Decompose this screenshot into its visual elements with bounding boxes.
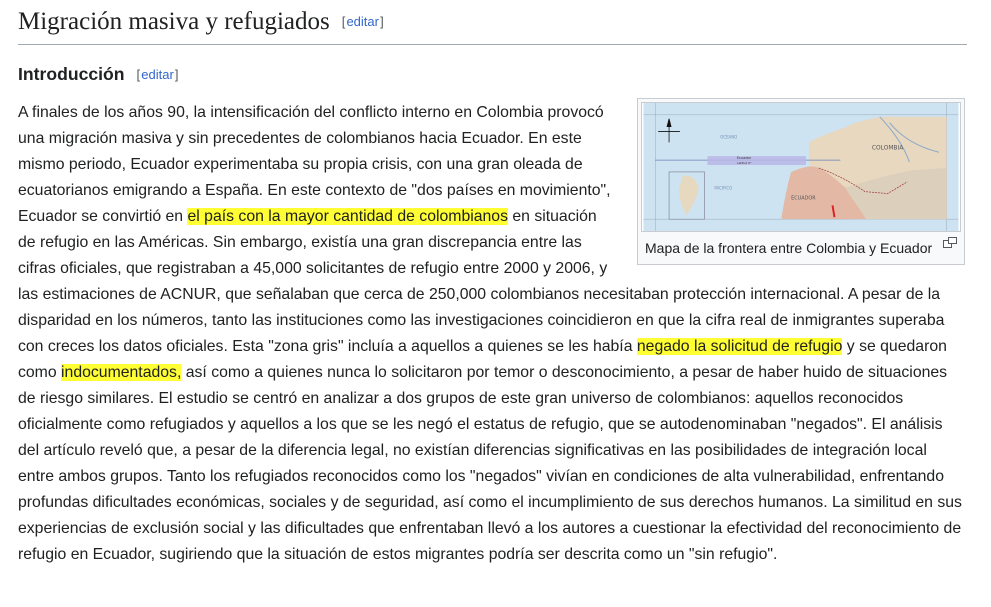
subsection-edit-link[interactable]: editar [141,67,174,82]
highlight-denied-refuge: negado la solicitud de refugio [636,338,843,355]
magnify-clip-icon[interactable] [943,237,957,249]
section-edit-link-wrapper [342,14,384,29]
section-title-text: Migración masiva y refugiados [18,8,330,35]
section-heading-row [18,6,967,45]
map-label-colombia: COLOMBIA [871,145,904,152]
caption-text: Mapa de la frontera entre Colombia y Ecuador [645,240,933,256]
figure-caption [641,232,961,258]
highlight-undocumented: indocumentados, [61,364,182,381]
paragraph-text-4: así como a quienes nunca lo solicitaron por temor o desconocimiento, a pesar de haber huido de situaciones de riesgo similares. El estudio se centró en analizar a dos grupos de este gran universo de colombianos: aquellos reconocidos oficialmente como refugiados y aquellos a los que se les negó el estatus de refugio, que se autodenominaban "negados". El análisis del artículo reveló que, a pesar de la diferencia legal, no existían diferencias significativas en las posibilidades de integración local entre ambos grupos. Tanto los refugiados reconocidos como los "negados" vivían en condiciones de alta vulnerabilidad, enfrentando profundas dificultades económicas, sociales y de seguridad, así como el incumplimiento de sus derechos humanos. La similitud en sus experiencias de exclusión social y las dificultades que enfrentaban llevó a los autores a cuestionar la efectividad del reconocimiento de refugio en Ecuador, sugiriendo que la situación de estos migrantes podría ser descrita como un "sin refugio". [18,364,962,563]
edit-bracket-close: ] [174,67,179,82]
subsection-heading-row [18,60,967,90]
paragraph-text-2: en situación de refugio en las Américas. Sin embargo, existía una gran discrepancia entre las cifras oficiales, que registraban a 45,000 solicitantes de refugio entre 2000 y 2006, y las estimaciones de ACNUR, que señalaban que cerca de 250,000 colombianos necesitaban protección internacional. A pesar de la disparidad en los números, tanto las instituciones como las investigaciones coincidieron en que la cifra real de inmigrantes superaba con creces los datos oficiales. Esta "zona gris" incluía a aquellos a quienes se les había [18,208,945,355]
edit-bracket-open: [ [136,67,141,82]
edit-bracket-open: [ [341,14,346,29]
highlight-most-colombians: el país con la mayor cantidad de colombianos [187,208,508,225]
paragraph-text-3: y se quedaron como [18,338,947,381]
article-content [18,0,967,568]
map-label-ecuador: ECUADOR [791,195,816,202]
map-image[interactable] [641,102,961,232]
subsection-title: Introducción [18,64,125,84]
paragraph-text-1: A finales de los años 90, la intensificación del conflicto interno en Colombia provocó una migración masiva y sin precedentes de colombianos hacia Ecuador. En este mismo periodo, Ecuador experimentaba su propia crisis, con una gran oleada de ecuatorianos emigrando a España. En este contexto de "dos países en movimiento", Ecuador se convirtió en [18,104,611,225]
figure-thumbnail [637,98,965,265]
map-label-equator-sub: Latitud 0° [737,161,752,166]
map-label-pacific: PACIFICO [714,185,733,191]
map-label-equator: Ecuador [737,156,752,161]
section-title [18,7,384,37]
map-label-ocean: OCEANO [720,134,738,140]
article-paragraph [18,100,965,568]
subsection-edit-link-wrapper [137,67,179,82]
edit-bracket-close: ] [380,14,384,29]
section-edit-link[interactable]: editar [346,14,379,29]
